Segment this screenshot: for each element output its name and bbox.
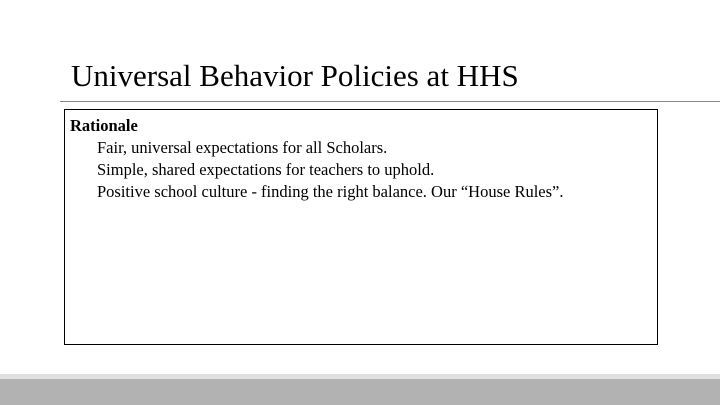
list-item: Simple, shared expectations for teachers to uphold. — [97, 160, 435, 179]
title-divider — [60, 101, 720, 102]
content-box — [64, 109, 658, 345]
slide-title: Universal Behavior Policies at HHS — [71, 58, 519, 93]
footer-band — [0, 379, 720, 405]
list-item: Fair, universal expectations for all Scholars. — [97, 138, 388, 157]
list-item: Positive school culture - finding the right balance. Our “House Rules”. — [97, 182, 564, 201]
content-heading: Rationale — [70, 116, 138, 135]
